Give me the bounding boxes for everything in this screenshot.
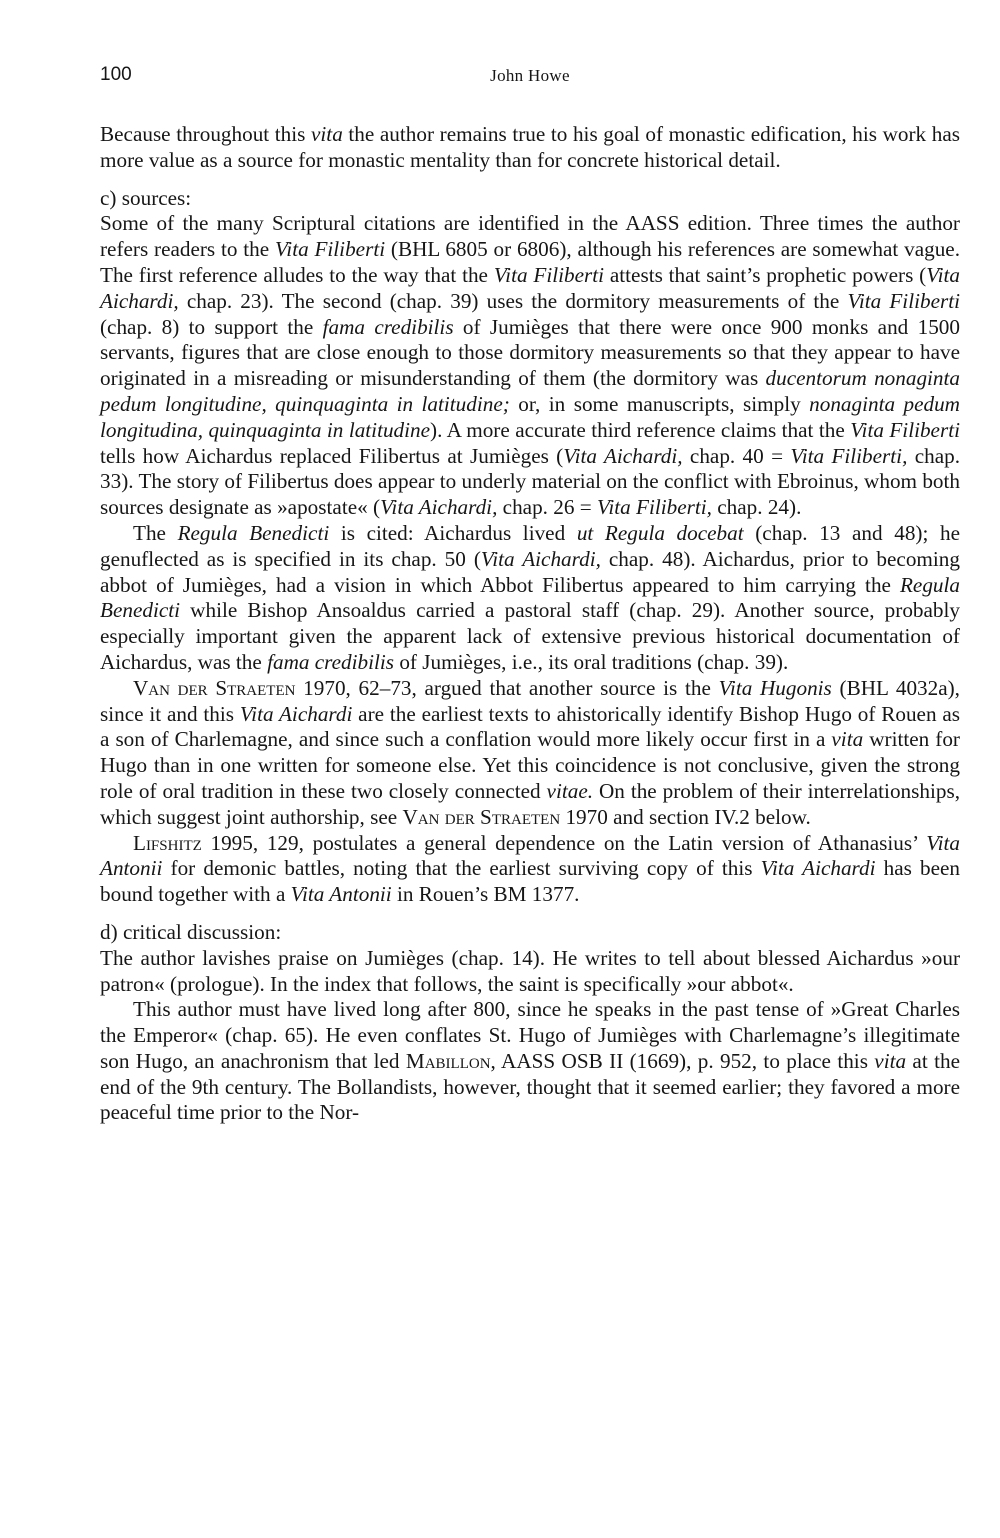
- text-run: or, in some manuscripts, simply: [509, 391, 810, 416]
- italic-text: vita: [311, 122, 343, 146]
- italic-text: ut Regula docebat: [576, 520, 744, 545]
- text-run: 1970 and section IV.2 below.: [560, 804, 811, 829]
- text-run: d) critical discussion:: [100, 919, 282, 944]
- italic-text: Vita Filiberti: [847, 288, 960, 313]
- running-head: John Howe: [490, 66, 570, 85]
- text-run: attests that saint’s prophetic powers (: [604, 262, 927, 287]
- text-run: is cited: Aichardus lived: [329, 520, 577, 545]
- italic-text: Vita Antonii: [290, 882, 392, 907]
- text-run: the author remains true to his goal of monastic edification, his work has more value as a source for monastic mentality than for concrete historical detail.: [100, 122, 960, 172]
- italic-text: Vita Filiberti: [850, 417, 960, 442]
- text-run: Because throughout this: [100, 122, 312, 146]
- text-run: The: [133, 520, 178, 545]
- text-run: c) sources:: [100, 185, 192, 210]
- italic-text: Vita Aichardi: [239, 701, 353, 726]
- paragraph: [100, 676, 960, 831]
- text-run: has been bound together with a: [100, 856, 960, 907]
- small-caps-name: Lifshitz: [133, 830, 202, 855]
- text-run: chap. 33). The story of Filibertus does appear to underly material on the conflict with Ebroinus, whom both sources designate as »apostate« (: [100, 443, 961, 520]
- page-number: 100: [100, 64, 132, 85]
- italic-text: Vita Hugonis: [718, 675, 832, 700]
- paragraph: [100, 997, 960, 1126]
- text-run: of Jumièges, i.e., its oral traditions (chap. 39).: [394, 649, 789, 674]
- small-caps-name: Van der Straeten: [133, 675, 296, 700]
- italic-text: vita: [831, 727, 864, 752]
- italic-text: Vita Aichardi,: [480, 546, 601, 571]
- text-run: ). A more accurate third reference claims that the: [430, 417, 851, 442]
- text-run: 1970, 62–73, argued that another source is the: [295, 675, 719, 700]
- italic-text: Vita Aichardi,: [380, 495, 498, 520]
- text-run: The author lavishes praise on Jumièges (chap. 14). He writes to tell about blessed Aichardus »our patron« (prologue). In the index that follows, the saint is specifically »our abbot«.: [100, 945, 960, 996]
- text-run: chap. 23). The second (chap. 39) uses the dormitory measurements of the: [178, 288, 848, 313]
- italic-text: Vita Aichardi,: [100, 262, 960, 313]
- italic-text: Vita Filiberti,: [597, 495, 712, 520]
- text-run: chap. 24).: [711, 495, 802, 520]
- italic-text: Vita Filiberti: [274, 237, 386, 262]
- italic-text: Vita Filiberti: [493, 262, 605, 287]
- text-run: (BHL 6805 or 6806), although his references are somewhat vague. The first reference alludes to the way that the: [100, 237, 961, 287]
- text-run: tells how Aichardus replaced Filibertus at Jumièges (: [100, 443, 564, 468]
- italic-text: nonaginta pedum longitudina, quinquaginta in latitudine: [100, 391, 960, 442]
- text-run: (BHL 4032a), since it and this: [100, 675, 960, 726]
- small-caps-name: Van der Straeten: [402, 804, 561, 829]
- text-run: 1995, 129, postulates a general dependence on the Latin version of Athanasius’: [201, 830, 927, 855]
- italic-text: Vita Antonii: [100, 830, 960, 881]
- italic-text: fama credibilis: [322, 314, 454, 339]
- text-run: chap. 26 =: [497, 495, 597, 520]
- paragraph: [100, 946, 960, 998]
- italic-text: Vita Aichardi: [760, 856, 876, 881]
- paragraph: [100, 122, 960, 174]
- paragraph: [100, 521, 960, 676]
- italic-text: vita: [874, 1048, 907, 1073]
- italic-text: vitae.: [546, 778, 594, 803]
- text-run: This author must have lived long after 800, since he speaks in the past tense of »Great Charles the Emperor« (chap. 65). He even conflates St. Hugo of Jumièges with Charlemagne’s illegitimate son Hugo, an anachronism that led: [100, 997, 960, 1073]
- text-run: (chap. 13 and 48); he genuflected as is specified in its chap. 50 (: [100, 520, 960, 571]
- text-run: (chap. 8) to support the: [100, 314, 323, 339]
- section-heading-sources: [100, 186, 960, 212]
- small-caps-name: Mabillon: [405, 1048, 491, 1073]
- section-heading-critical-discussion: [100, 920, 960, 946]
- text-run: chap. 40 =: [682, 443, 791, 468]
- text-run: at the end of the 9th century. The Bollandists, however, thought that it seemed earlier; they favored a more peaceful time prior to the Nor-: [100, 1048, 960, 1125]
- text-run: for demonic battles, noting that the earliest surviving copy of this: [162, 856, 761, 881]
- italic-text: fama credibilis: [267, 649, 395, 674]
- text-run: in Rouen’s BM 1377.: [391, 882, 580, 907]
- italic-text: Vita Aichardi,: [563, 443, 683, 468]
- italic-text: Regula Benedicti: [100, 572, 960, 623]
- text-run: while Bishop Ansoaldus carried a pastoral staff (chap. 29). Another source, probably especially important given the apparent lack of extensive previous historical documentation of Aichardus, was the: [100, 598, 960, 674]
- text-run: Some of the many Scriptural citations are identified in the AASS edition. Three times the author refers readers to the: [100, 211, 960, 262]
- text-run: , AASS OSB II (1669), p. 952, to place this: [490, 1048, 875, 1073]
- text-run: of Jumièges that there were once 900 monks and 1500 servants, figures that are close enough to those dormitory measurements so that they appear to have originated in a misreading or misunderstanding of them (the dormitory was: [100, 314, 960, 391]
- page-header: [100, 64, 960, 94]
- paragraph: [100, 831, 960, 908]
- text-run: are the earliest texts to ahistorically identify Bishop Hugo of Rouen as a son of Charlemagne, and since such a conflation would more likely occur first in a: [100, 701, 961, 752]
- text-run: On the problem of their interrelationships, which suggest joint authorship, see: [100, 778, 960, 829]
- text-run: chap. 48). Aichardus, prior to becoming abbot of Jumièges, had a vision in which Abbot Filibertus appeared to him carrying the: [100, 546, 960, 597]
- page-body: [100, 122, 960, 1126]
- italic-text: Vita Filiberti,: [790, 443, 908, 468]
- text-run: written for Hugo than in one written for someone else. Yet this coincidence is not conclusive, given the strong role of oral tradition in these two closely connected: [100, 727, 960, 803]
- paragraph: [100, 211, 960, 521]
- italic-text: ducentorum nonaginta pedum longitudine, quinquaginta in latitudine;: [100, 366, 961, 416]
- italic-text: Regula Benedicti: [177, 520, 330, 545]
